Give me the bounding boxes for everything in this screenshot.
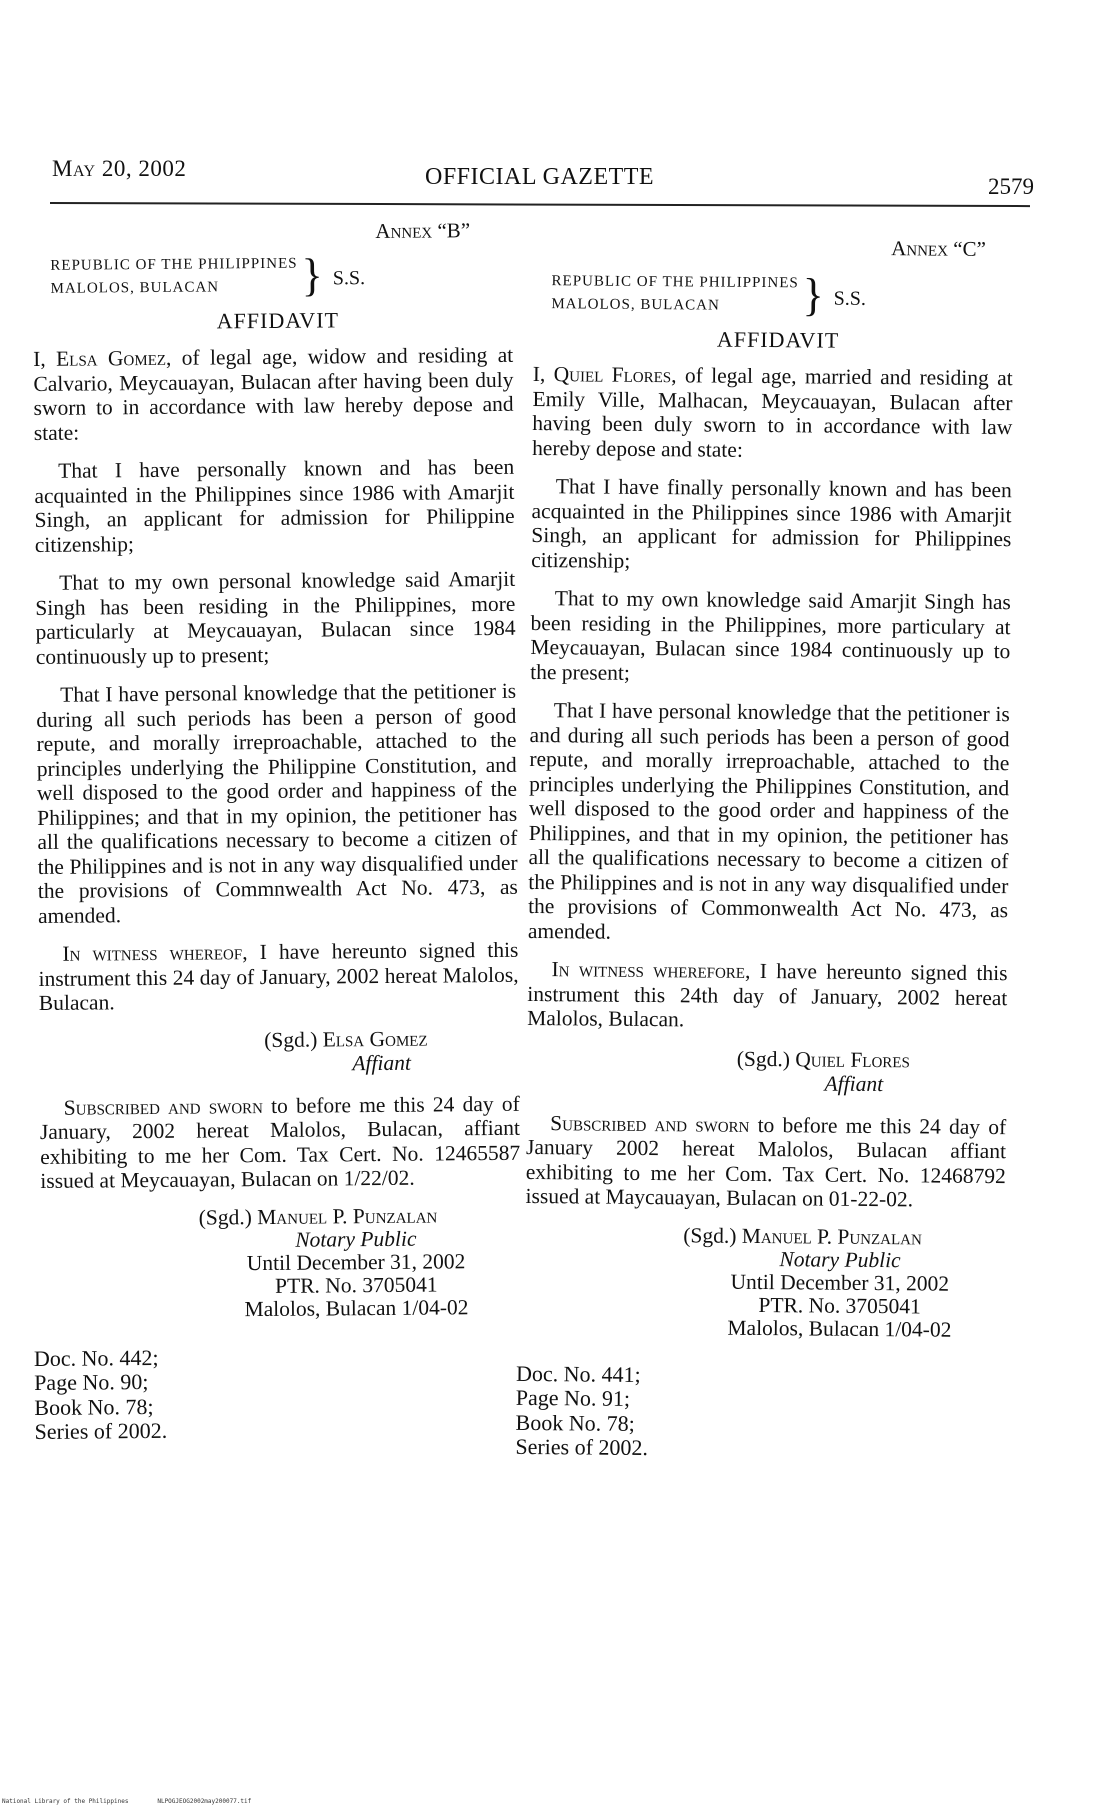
book-no: Book No. 78;	[34, 1393, 154, 1420]
book-no: Book No. 78;	[515, 1409, 635, 1436]
page-number: 2579	[988, 174, 1034, 199]
notary-ptr: PTR. No. 3705041	[758, 1292, 921, 1318]
notary-until: Until December 31, 2002	[246, 1248, 466, 1275]
sworn-paragraph	[525, 1110, 1006, 1212]
paragraph-1: That I have personally known and has been acquainted in the Philippines since 1986 with Amarjit Singh, an applicant for admission for Philippine citizenship;	[34, 454, 515, 557]
issue-date: May 20, 2002	[52, 156, 187, 181]
notary-place: Malolos, Bulacan 1/04-02	[244, 1294, 469, 1321]
document-references	[515, 1361, 1004, 1463]
intro-pre: I,	[33, 346, 57, 371]
ss-label: S.S.	[833, 287, 867, 311]
affiant-signature	[264, 1025, 519, 1075]
document-references	[34, 1342, 523, 1444]
annex-label: Annex “C”	[891, 236, 986, 261]
venue-block	[551, 270, 1013, 320]
affiant-name: Quiel Flores	[553, 362, 672, 388]
ss-label: S.S.	[332, 267, 366, 290]
sworn-lead: Subscribed and sworn	[550, 1110, 750, 1137]
notary-until: Until December 31, 2002	[730, 1269, 950, 1296]
affidavit-annex-b	[32, 218, 523, 1445]
sig-prefix: (Sgd.)	[264, 1026, 323, 1052]
venue-lines	[551, 270, 799, 318]
notary-name: Manuel P. Punzalan	[257, 1203, 438, 1229]
sworn-paragraph	[40, 1091, 521, 1193]
signature-line	[737, 1046, 1007, 1072]
notary-block	[674, 1224, 1005, 1342]
header-rule	[50, 202, 1030, 207]
doc-no: Doc. No. 442;	[33, 1344, 159, 1371]
page-no: Page No. 90;	[34, 1369, 149, 1396]
venue-block	[50, 250, 512, 300]
notary-ptr: PTR. No. 3705041	[274, 1272, 438, 1298]
brace-icon: }	[301, 248, 323, 301]
sworn-rest: to before me this 24 day of January 2002 hereat Malolos, Bulacan affiant exhibiting to me her Com. Tax Cert. No. 12468792 issued at Maycauayan, Bulacan on 01-22-02.	[525, 1112, 1007, 1212]
page-header	[50, 150, 1034, 210]
witness-rest: , I have hereunto signed this instrument this 24th day of January, 2002 hereat Malolos, Bulacan.	[527, 958, 1008, 1032]
paragraph-3: That I have personal knowledge that the petitioner is during all such periods has been a person of good repute, and morally irreproachable, attached to the principles underlying the Philippine Constitution, and well disposed to the good order and happiness of the Philippines; and that in my opinion, the petitioner has all the qualifications necessary to become a citizen of the Philippines and is not in any way disqualified under the provisions of Commnwealth Act No. 473, as amended.	[36, 678, 518, 928]
notary-signature	[199, 1203, 521, 1229]
scan-footer	[2, 1798, 251, 1805]
notary-role: Notary Public	[295, 1226, 417, 1252]
signer-role: Affiant	[352, 1050, 411, 1075]
venue-country: REPUBLIC OF THE PHILIPPINES	[551, 272, 799, 291]
venue-lines	[50, 252, 298, 300]
signature-line	[264, 1025, 519, 1051]
doc-no: Doc. No. 441;	[515, 1360, 641, 1387]
paragraph-1: That I have finally personally known and has been acquainted in the Philippines since 1986 with Amarjit Singh, an applicant for admission for Philippines citizenship;	[531, 474, 1012, 573]
witness-lead: In witness wherefore	[551, 957, 746, 983]
paragraph-2: That to my own personal knowledge said Amarjit Singh has been residing in the Philippines, more particularly at Meycauayan, Bulacan since 1984 continuously up to present;	[35, 566, 516, 669]
signer-role: Affiant	[824, 1071, 884, 1096]
paragraph-3: That I have personal knowledge that the petitioner is and during all such periods has been a person of good repute, and morally irreproachable, attached to the principles underlying the Philippines Constitution, and well disposed to the good order and happiness of the Philippines, and that in my opinion, the petitioner has all the qualifications necessary to become a citizen of the Philippines and is not in any way disqualified under the provisions of Commonwealth Act No. 473, as amended.	[527, 698, 1010, 944]
notary-signature	[683, 1224, 1005, 1250]
notary-name: Manuel P. Punzalan	[741, 1223, 922, 1249]
notary-block	[191, 1203, 522, 1321]
series: Series of 2002.	[515, 1433, 649, 1461]
affidavit-title: AFFIDAVIT	[716, 326, 840, 353]
series: Series of 2002.	[34, 1417, 168, 1445]
witness-paragraph	[38, 938, 519, 1016]
sworn-rest: to before me this 24 day of January, 2002 hereat Malolos, Bulacan, affiant exhibiting to me her Com. Tax Cert. No. 12465587 issued at Meycauayan, Bulacan on 1/22/02.	[39, 1091, 521, 1193]
witness-paragraph	[527, 957, 1008, 1035]
venue-city: MALOLOS, BULACAN	[551, 295, 720, 314]
notary-place: Malolos, Bulacan 1/04-02	[727, 1315, 952, 1342]
notary-prefix: (Sgd.)	[683, 1222, 742, 1248]
affiant-signature	[736, 1046, 1006, 1096]
signer-name: Quiel Flores	[795, 1046, 910, 1072]
sig-prefix: (Sgd.)	[736, 1046, 796, 1071]
intro-paragraph	[33, 343, 514, 445]
sworn-lead: Subscribed and sworn	[63, 1093, 264, 1120]
notary-role: Notary Public	[779, 1246, 901, 1272]
intro-pre: I,	[532, 361, 554, 387]
signer-name: Elsa Gomez	[322, 1026, 428, 1051]
venue-country: REPUBLIC OF THE PHILIPPINES	[50, 255, 298, 274]
affidavit-title: AFFIDAVIT	[216, 306, 340, 333]
affidavit-annex-c	[515, 233, 1014, 1464]
file-name: NLPOGJEOG2002may200077.tif	[157, 1798, 252, 1805]
intro-post: , of legal age, married and residing at Emily Ville, Malhacan, Meycauayan, Bulacan after having been duly sworn to in accordance with law hereby depose and state:	[532, 363, 1013, 462]
witness-rest: , I have hereunto signed this instrument this 24 day of January, 2002 hereat Malolos, Bulacan.	[38, 937, 519, 1015]
venue-city: MALOLOS, BULACAN	[50, 278, 220, 297]
witness-lead: In witness whereof	[62, 940, 243, 966]
intro-paragraph	[532, 362, 1013, 464]
page-no: Page No. 91;	[515, 1384, 631, 1411]
annex-label: Annex “B”	[375, 218, 471, 244]
paragraph-2: That to my own knowledge said Amarjit Singh has been residing in the Philippines, more particulary at Meycauayan, Bulacan since 1984 continuously up to the present;	[530, 586, 1011, 685]
library-name: National Library of the Philippines	[2, 1798, 129, 1805]
brace-icon: }	[802, 268, 824, 321]
intro-post: , of legal age, widow and residing at Calvario, Meycauayan, Bulacan after having been duly sworn to in accordance with law hereby depose and state:	[33, 342, 514, 445]
affiant-name: Elsa Gomez	[55, 345, 167, 371]
publication-title: OFFICIAL GAZETTE	[425, 164, 655, 190]
notary-prefix: (Sgd.)	[198, 1204, 258, 1230]
